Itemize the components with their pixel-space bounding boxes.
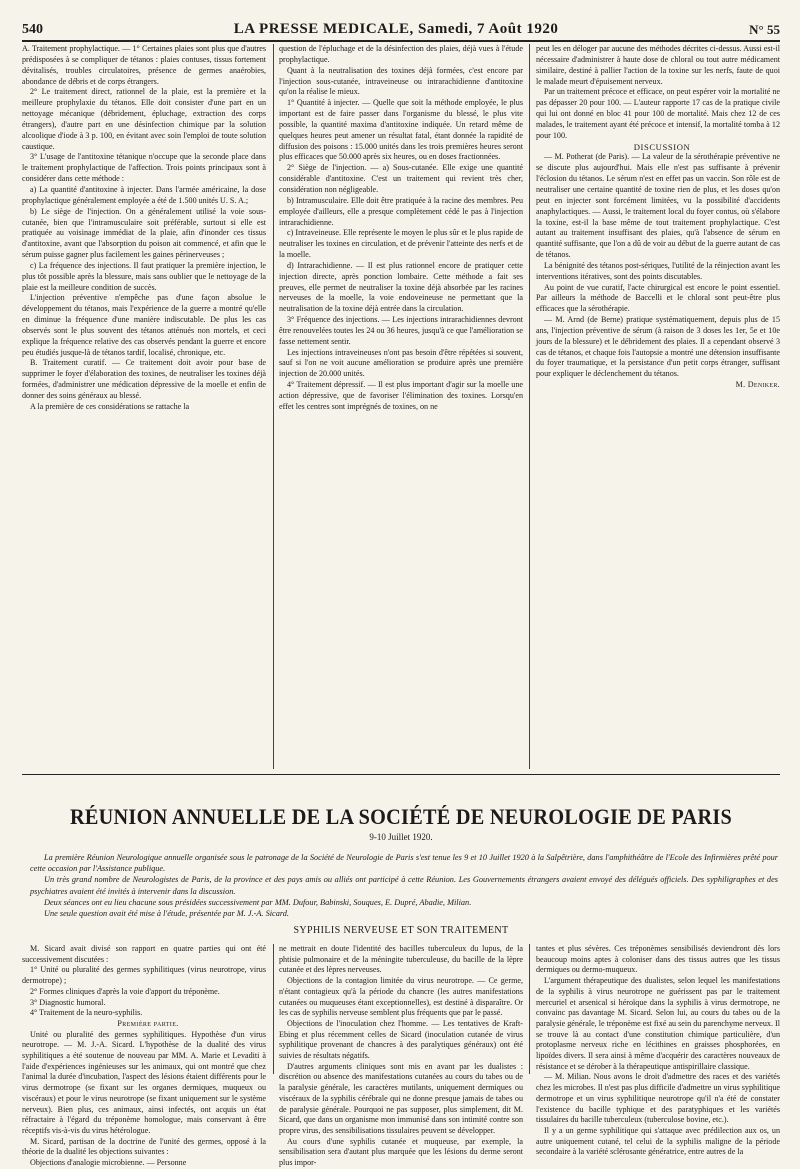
section-title: SYPHILIS NERVEUSE ET SON TRAITEMENT — [293, 925, 509, 936]
paragraph: La bénignité des tétanos post-sériques, l'utilité de la réinjection avant les interventions itératives, sont des points discutables. — [536, 260, 780, 281]
meeting-title: RÉUNION ANNUELLE DE LA SOCIÉTÉ DE NEUROLOGIE DE PARIS — [69, 804, 733, 829]
paragraph: 4° Traitement dépressif. — Il est plus important d'agir sur la moelle une action dépressive, que de favoriser l'élimination des toxines. Lorsqu'en effet les centres sont imprégnés de toxines, on ne — [279, 380, 523, 411]
paragraph: B. Traitement curatif. — Ce traitement doit avoir pour base de supprimer le foyer d'élaboration des toxines, de neutraliser les toxines déjà formées, d'administrer une médication dépressive de la moelle et enfin de donner des soins généraux au blessé. — [22, 358, 266, 400]
meeting-intro — [30, 852, 778, 919]
section-rule — [22, 774, 780, 775]
paragraph: Unité ou pluralité des germes syphilitiques. Hypothèse d'un virus neurotrope. — M. J.-A. Sicard. L'hypothèse de la dualité des virus syphilitiques a été soutenue de nouveau par MM. A. Marie et Levaditi à l'aide d'expériences ingénieuses sur les animaux, qui ont montré que chez l'animal la durée d'incubation, l'aspect des lésions étaient différents pour le virus dermotrope (se fixant sur les organes dermiques, muqueux ou viscéraux) et pour le virus neurotrope (se fixant uniquement sur le système nerveux). Bien plus, ces animaux, ainsi infectés, ont acquis un état réfractaire à l'égard du tréponème homologue, mais conservant à être réceptifs vis-à-vis du virus hétérologue. — [22, 1029, 266, 1135]
paragraph: L'injection préventive n'empêche pas d'une façon absolue le développement du tétanos, mais l'expérience de la guerre a montré qu'elle en diminue la fréquence d'une manière indiscutable. De plus les cas observés sont le plus souvent des tétanos atténués non mortels, et ceci explique la fréquence relative des cas observés pendant la guerre et encore peu étudiés jusque-là de tétanos tardif, localisé, chronique, etc. — [22, 293, 266, 357]
paragraph: M. Sicard, partisan de la doctrine de l'unité des germes, opposé à la théorie de la dualité les objections suivantes : — [22, 1136, 266, 1157]
paragraph: A la première de ces considérations se rattache la — [30, 401, 190, 411]
paragraph: A. Traitement prophylactique. — 1° Certaines plaies sont plus que d'autres prédisposées à se compliquer de tétanos : plaies contuses, tissus fortement dévitalisés, troubles circulatoires, présence de germes anaérobies, abondance de débris et de corps étrangers. — [22, 44, 266, 86]
paragraph: question de l'épluchage et de la désinfection des plaies, déjà vues à l'étude prophylactique. — [279, 44, 523, 64]
paragraph: Objections d'analogie microbienne. — Personne — [30, 1158, 187, 1168]
paragraph: — M. Potherat (de Paris). — La valeur de la sérothérapie préventive ne se discute plus aujourd'hui. Mais elle n'est pas suffisante à prévenir l'éclosion du tétanos. Le sérum n'est en effet pas un vaccin. Son rôle est de neutraliser une certaine quantité de toxine rien de plus, et les doses qu'on peut en injecter sont forcément limitées, vu la possibilité d'accidents anaphylactiques. — Aussi, le traitement local du foyer contus, où s'élabore la toxine, est-il la base même de tout traitement prophylactique. C'est autant au traitement insuffisant des plaies, qu'à l'absence de sérum en quantité suffisante, que l'on a dû de voir au début de la guerre autant de cas de tétanos. — [536, 152, 780, 260]
paragraph: c) La fréquence des injections. Il faut pratiquer la première injection, le plus tôt possible après la blessure, mais sans oublier que le nettoyage de la plaie est la meilleure condition de succès. — [22, 260, 266, 292]
paragraph: 3° L'usage de l'antitoxine tétanique n'occupe que la seconde place dans le traitement prophylactique de l'affection. Trois points principaux sont à considérer dans cette méthode : — [22, 152, 266, 184]
paragraph: — M. Arnd (de Berne) pratique systématiquement, depuis plus de 15 ans, l'injection préventive de sérum (à raison de 3 doses les 1er, 5e et 10e jours de la blessure) et le débridement des plaies. Il a cependant observé 3 cas de tétanos, et chaque fois l'autopsie a montré une détension insuffisante du foyer traumatique, et la persistance d'un petit corps étranger, suffisant pour expliquer le déclenchement du tétanos. — [536, 315, 780, 379]
top-column-1 — [22, 44, 266, 769]
paragraph: Une seule question avait été mise à l'étude, présentée par M. J.-A. Sicard. — [44, 909, 290, 919]
paragraph: 3° Fréquence des injections. — Les injections intrarachidiennes devront être renouvelées toutes les 24 ou 36 heures, jusqu'à ce que l'amélioration se fasse nettement sentir. — [279, 315, 523, 346]
page-number: 540 — [22, 22, 43, 37]
paragraph: 1° Quantité à injecter. — Quelle que soit la méthode employée, le plus important est de faire passer dans l'organisme du blessé, le plus vite possible, la quantité maxima d'antitoxine indiquée. Un retard même de quelques heures peut amener un résultat fatal, étant donnée la rapidité de diffusion des poisons : 15.000 unités dans les trois premières heures seront plus efficaces que 50.000 après six heures, ou en doses fractionnées. — [279, 98, 523, 162]
journal-title: LA PRESSE MEDICALE, Samedi, 7 Août 1920 — [233, 21, 559, 37]
bottom-column-3 — [536, 944, 780, 1157]
paragraph: Un très grand nombre de Neurologistes de Paris, de la province et des pays amis ou alliés ont participé à cette Réunion. Les Gouvernements étrangers avaient envoyé des délégués officiels. Des syphiligraphes et des psychiatres avaient été invités à intervenir dans la discussion. — [30, 875, 778, 896]
author-signature: M. Deniker. — [735, 380, 780, 390]
paragraph: Par un traitement précoce et efficace, on peut espérer voir la mortalité ne pas dépasser 20 pour 100. — L'auteur rapporte 17 cas de la pratique civile qui lui ont donné en bloc 41 pour 100 de mortalité. Mais chez 12 de ces malades, le traitement ayant été précoce et intensif, la mortalité tomba à 12 pour 100. — [536, 87, 780, 140]
issue-number: N° 55 — [749, 22, 780, 37]
paragraph: Il y a un germe syphilitique qui s'attaque avec prédilection aux os, un autre uniquement cutané, tel celui de la syphilis maligne de la période secondaire à la variété sclérosante génératrice, entre autres de la — [536, 1125, 780, 1157]
journal-page — [22, 14, 780, 1168]
top-column-2 — [279, 44, 523, 769]
top-columns — [22, 44, 780, 769]
top-column-3 — [536, 44, 780, 769]
paragraph: 2° Formes cliniques d'après la voie d'apport du tréponème. — [30, 986, 220, 996]
bottom-column-2 — [279, 944, 523, 1168]
paragraph: M. Sicard avait divisé son rapport en quatre parties qui ont été successivement discutées : — [22, 944, 266, 964]
paragraph: — M. Milian. Nous avons le droit d'admettre des races et des variétés chez les microbes. Il n'est pas plus difficile d'admettre un virus syphilitique dermotrope et un virus syphilitique neurotrope qu'il n'a été de constater l'existence du bacille typhique et des paratyphiques et les variétés tissulaires du bacille tuberculeux (tuberculose bovine, etc.). — [536, 1072, 780, 1125]
paragraph: b) Le siège de l'injection. On a généralement utilisé la voie sous-cutanée, bien que l'intramusculaire soit préférable, surtout si elle est pratiquée au voisinage immédiat de la plaie, afin d'inonder ces tissus d'antitoxine, avant que l'absorption du poison ait commencé, et afin que le sérum puisse gagner plus facilement les gaines périnerveuses ; — [22, 206, 266, 260]
paragraph: peut les en déloger par aucune des méthodes décrites ci-dessus. Aussi est-il nécessaire d'administrer à haute dose de chloral ou tout autre médicament similaire, destiné à pallier l'action de la toxine sur les nerfs, faute de quoi le malade meurt d'épuisement nerveux. — [536, 44, 780, 86]
column-divider — [529, 44, 530, 769]
part-heading: Première partie. — [117, 1018, 179, 1028]
paragraph: Deux séances ont eu lieu chacune sous présidées successivement par MM. Dufour, Babinski, Souques, E. Dupré, Abadie, Milian. — [44, 897, 472, 907]
paragraph: 1° Unité ou pluralité des germes syphilitiques (virus neurotrope, virus dermotrope) ; — [22, 965, 266, 986]
paragraph: L'argument thérapeutique des dualistes, selon lequel les manifestations de la syphilis à virus neurotrope ne guérissent pas par le traitement mercuriel et arsenical si héroïque dans la syphilis à virus dermotrope, ne convainc pas davantage M. Sicard. Selon lui, au cours du tabes ou de la paralysie générale, le tréponème est fixé au sein du parenchyme nerveux. Il se trouve là au contact d'une constitution chimique particulière, d'un protoplasme nerveux riche en lécithines en graisses phosphorées, en lipoïdes divers. Il sera ainsi à même d'acquérir des caractères nouveaux de résistance et se dérober à la thérapeutique antispirillaire classique. — [536, 976, 780, 1071]
paragraph: Objections de la contagion limitée du virus neurotrope. — Ce germe, n'étant contagieux qu'à la période du chancre (les autres manifestations cutanées ou muqueuses étant exceptionnelles), est destiné à disparaître. Or les cas de syphilis nerveuse semblent plus fréquents que par le passé. — [279, 976, 523, 1018]
bottom-columns — [22, 944, 780, 1168]
meeting-dates: 9-10 Juillet 1920. — [369, 832, 433, 842]
paragraph: Au cours d'une syphilis cutanée et muqueuse, par exemple, la sensibilisation sera d'autant plus marquée que les lésions du derme seront plus impor- — [279, 1136, 523, 1168]
paragraph: tantes et plus sévères. Ces tréponèmes sensibilisés deviendront dès lors beaucoup moins aptes à coloniser dans des tissus autres que les tissus dermiques ou dermo-muqueux. — [536, 944, 780, 975]
page-header — [22, 14, 780, 42]
paragraph: 4° Traitement de la neuro-syphilis. — [30, 1008, 143, 1018]
column-divider — [273, 944, 274, 1074]
paragraph: b) Intramusculaire. Elle doit être pratiquée à la racine des membres. Peu employée d'ailleurs, elle a presque complètement cédé le pas à l'injection intrarachidienne. — [279, 195, 523, 227]
paragraph: 2° Siège de l'injection. — a) Sous-cutanée. Elle exige une quantité considérable d'antitoxine. C'est un traitement qui revient très cher, considération non négligeable. — [279, 163, 523, 194]
paragraph: c) Intraveineuse. Elle représente le moyen le plus sûr et le plus rapide de neutraliser les toxines en circulation, et de prévenir l'atteinte des nerfs et de la moelle. — [279, 228, 523, 260]
bottom-column-1 — [22, 944, 266, 1168]
column-divider — [529, 944, 530, 1074]
paragraph: La première Réunion Neurologique annuelle organisée sous le patronage de la Société de Neurologie de Paris s'est tenue les 9 et 10 Juillet 1920 à la Salpêtrière, dans l'amphithéâtre de l'Ecole des Infirmières prêté pour cette occasion par l'Assistance publique. — [30, 853, 778, 874]
discussion-heading: DISCUSSION — [633, 141, 691, 152]
column-divider — [273, 44, 274, 769]
paragraph: Les injections intraveineuses n'ont pas besoin d'être répétées si souvent, sauf si l'on ne voit aucune amélioration se produire après une première injection de 20.000 unités. — [279, 347, 523, 379]
paragraph: d) Intrarachidienne. — Il est plus rationnel encore de pratiquer cette injection directe, après ponction lombaire. Cette méthode a fait ses preuves, elle permet de neutraliser la toxine déjà absorbée par les racines nerveuses de la moelle, la voie endoveineuse ne permettant que la neutralisation de la toxine déjà entrée dans la circulation. — [279, 260, 523, 314]
paragraph: Quant à la neutralisation des toxines déjà formées, c'est encore par l'injection sous-cutanée, intraveineuse ou intrarachidienne d'antitoxine qu'on la réalise le mieux. — [279, 65, 523, 97]
paragraph: D'autres arguments cliniques sont mis en avant par les dualistes : discrétion ou absence des manifestations cutanées au cours du tabes ou de la paralysie générale, les caractères mutilants, uniquement dermiques ou viscéraux de la syphilis cérébrale qui ne donne presque jamais de tabes ou de paralysie générale. Pourquoi ne pas supposer, plus simplement, dit M. Sicard, que dans un organisme mon immunisé dans son intimité contre son propre virus, des sensibilisations tissulaires peuvent se développer. — [279, 1061, 523, 1135]
paragraph: Au point de vue curatif, l'acte chirurgical est encore le point essentiel. Par ailleurs la méthode de Baccelli et le chloral sont peut-être plus efficaces que la sérothérapie. — [536, 282, 780, 314]
paragraph: a) La quantité d'antitoxine à injecter. Dans l'armée américaine, la dose prophylactique généralement employée a été de 1.500 unités U. S. A.; — [22, 184, 266, 205]
paragraph: Objections de l'inoculation chez l'homme. — Les tentatives de Kraft-Ebing et plus récemment celles de Sicard (inoculation cutanée de virus syphilitique provenant de chancres à des paralytiques généraux) ont été suivies de résultats négatifs. — [279, 1018, 523, 1061]
paragraph: 2° Le traitement direct, rationnel de la plaie, est la première et la meilleure prophylaxie du tétanos. Elle doit consister d'une part en un nettoyage mécanique (débridement, épluchage, extraction des corps étrangers), d'autre part en une désinfection chimique par la solution alcoolique d'iode à 3 p. 100, en évitant avec soin l'emploi de toute solution caustique. — [22, 87, 266, 151]
paragraph: ne mettrait en doute l'identité des bacilles tuberculeux du lupus, de la phtisie pulmonaire et de la méningite tuberculeuse, du bacille de la lèpre cutanée et des lèpres nerveuses. — [279, 944, 523, 975]
paragraph: 3° Diagnostic humoral. — [30, 997, 106, 1007]
